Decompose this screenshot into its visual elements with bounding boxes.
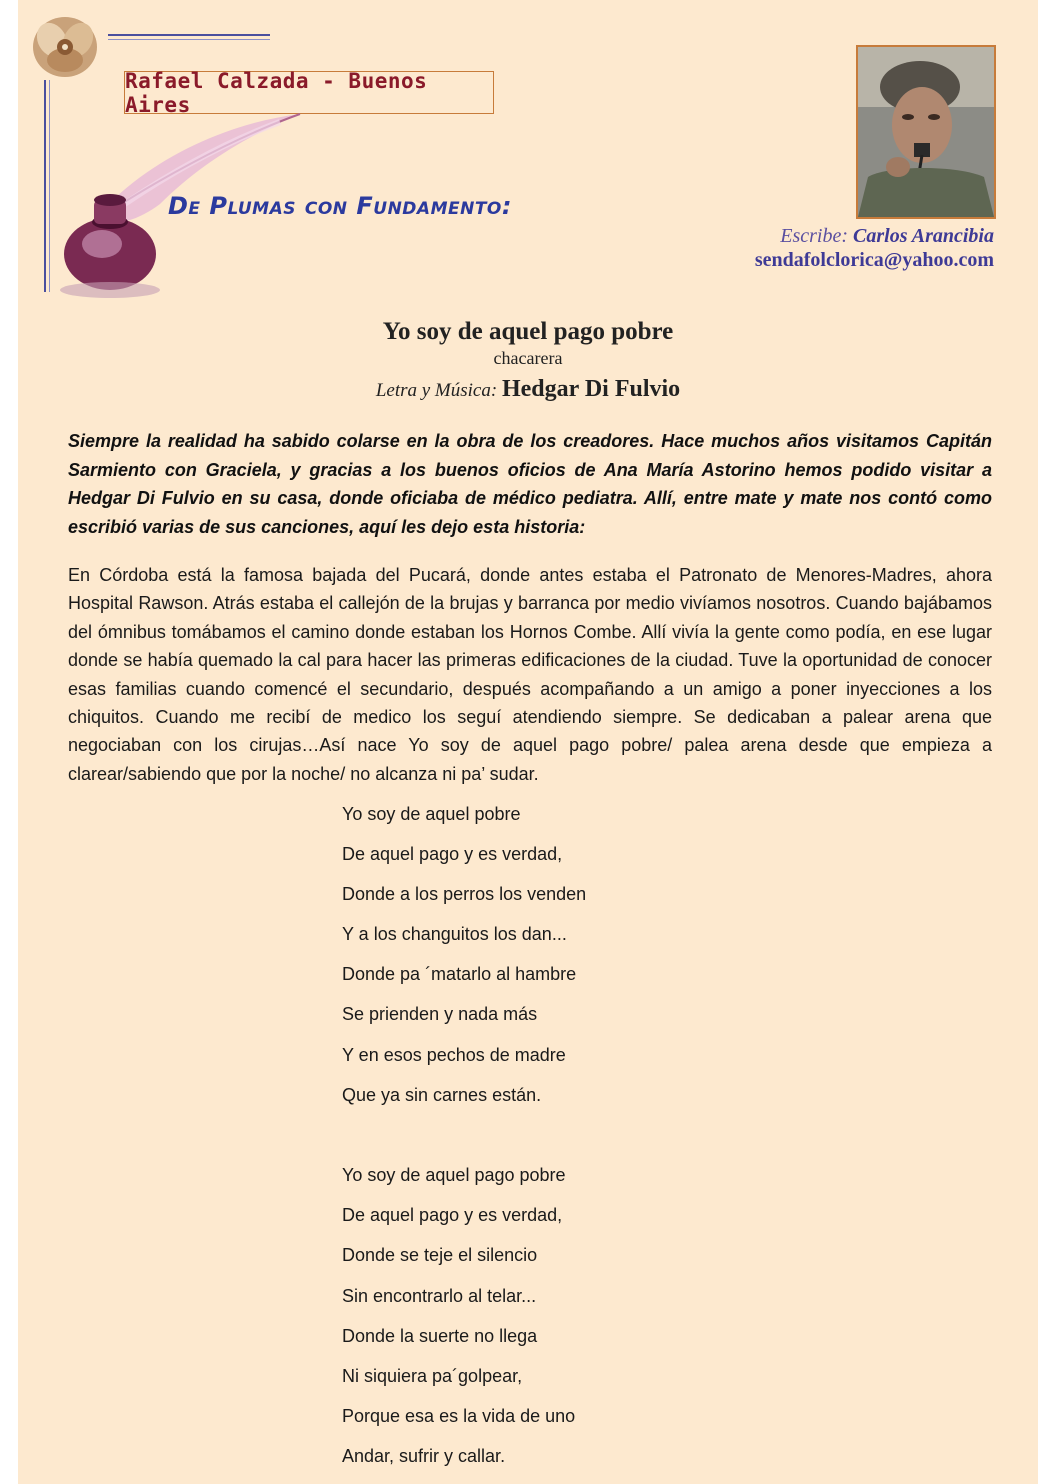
credits-author: Hedgar Di Fulvio	[501, 376, 681, 402]
stanza-gap	[342, 1122, 842, 1163]
verse-line: Se prienden y nada más	[342, 1004, 538, 1025]
verse-line: Porque esa es la vida de uno	[342, 1405, 576, 1426]
stanza	[342, 801, 842, 1122]
section-title: De Plumas con Fundamento:	[168, 192, 512, 220]
song-genre: chacarera	[493, 348, 563, 368]
verse-line: Andar, sufrir y callar.	[342, 1445, 506, 1466]
verse-line: Donde se teje el silencio	[342, 1245, 538, 1266]
song-credits: Letra y Música: Hedgar Di Fulvio	[375, 376, 681, 402]
verse-line: Yo soy de aquel pobre	[342, 804, 521, 824]
side-rule	[44, 80, 46, 292]
byline	[755, 224, 994, 272]
flower-ornament-icon	[30, 14, 100, 80]
verse-line: Yo soy de aquel pago pobre	[342, 1165, 566, 1186]
verse-line: Ni siquiera pa´golpear,	[342, 1365, 523, 1386]
author-email[interactable]: sendafolclorica@yahoo.com	[754, 249, 994, 271]
stanza	[342, 1162, 842, 1483]
verse-line: Donde la suerte no llega	[342, 1325, 538, 1346]
header-rule-thin	[108, 39, 270, 40]
intro-paragraph: Siempre la realidad ha sabido colarse en la obra de los creadores. Hace muchos años visitamos Capitán Sarmiento con Graciela, y gracias a los buenos oficios de Ana María Astorino hemos podido visitar a Hedgar Di Fulvio en su casa, donde oficiaba de médico pediatra. Allí, entre mate y mate nos contó como escribió varias de sus canciones, aquí les dejo esta historia:	[68, 431, 992, 537]
city-label: Rafael Calzada - Buenos Aires	[124, 71, 494, 114]
author-name: Carlos Arancibia	[853, 225, 994, 247]
verse-line: Y en esos pechos de madre	[342, 1044, 566, 1065]
song-title: Yo soy de aquel pago pobre	[382, 318, 674, 345]
verse-line: Y a los changuitos los dan...	[342, 924, 567, 945]
verse-line: De aquel pago y es verdad,	[342, 1205, 563, 1226]
song-lyrics	[342, 801, 842, 1483]
verse-line: Donde a los perros los venden	[342, 884, 587, 905]
verse-line: Donde pa ´matarlo al hambre	[342, 964, 577, 985]
body-paragraph: En Córdoba está la famosa bajada del Pucará, donde antes estaba el Patronato de Menores-Madres, ahora Hospital Rawson. Atrás estaba el callejón de la brujas y barranca por medio vivíamos nosotros. Cuando bajábamos del ómnibus tomábamos el camino donde estaban los Hornos Combe. Allí vivía la gente como podía, en ese lugar donde se había quemado la cal para hacer las primeras edificaciones de la ciudad. Tuve la oportunidad de conocer esas familias cuando comencé el secundario, después acompañando a un amigo a poner inyecciones a los chiquitos. Cuando me recibí de medico los seguí atendiendo siempre. Se dedicaban a palear arena que negociaban con los cirujas…Así nace Yo soy de aquel pago pobre/ palea arena desde que empieza a clarear/sabiendo que por la noche/ no alcanza ni pa’ sudar.	[68, 565, 992, 784]
page	[18, 0, 1038, 1484]
author-photo	[856, 45, 996, 219]
header-rule	[108, 34, 270, 36]
verse-line: Sin encontrarlo al telar...	[342, 1285, 537, 1306]
credits-label: Letra y Música	[375, 380, 491, 401]
verse-line: De aquel pago y es verdad,	[342, 844, 563, 865]
byline-label: Escribe:	[780, 225, 849, 247]
verse-line: Que ya sin carnes están.	[342, 1084, 542, 1105]
